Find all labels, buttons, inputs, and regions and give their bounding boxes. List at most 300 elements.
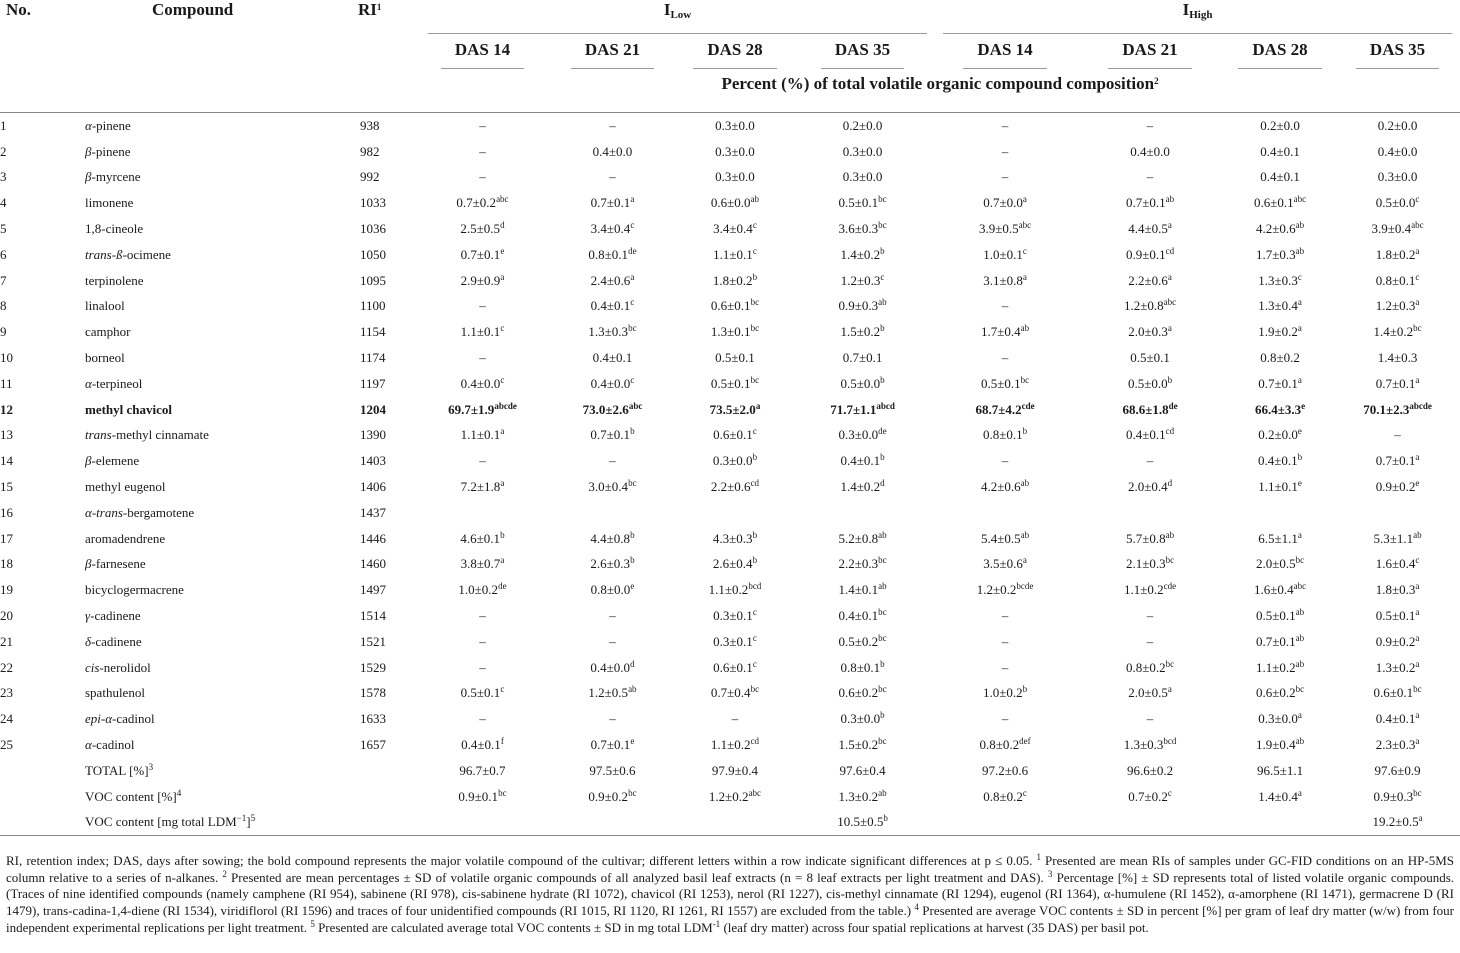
value-text: 0.7±0.2: [456, 195, 497, 211]
value-cell: [935, 242, 1075, 268]
value-text: –: [1146, 117, 1154, 133]
value-text: 1.3±0.1: [710, 324, 751, 340]
value-cell: [1335, 294, 1460, 320]
compound-prefix: α-trans: [85, 504, 123, 520]
compound-sep: -: [99, 659, 104, 675]
value-text: 1.8±0.2: [712, 272, 753, 288]
footnote-ref: 3: [148, 761, 154, 772]
value-text: 0.9±0.2: [1375, 479, 1416, 495]
value-text: –: [609, 711, 616, 727]
table-row: [0, 397, 1460, 423]
value-text: 0.4±0.0: [1377, 143, 1418, 159]
value-cell: [1335, 423, 1460, 449]
value-cell: [1335, 552, 1460, 578]
value-text: 97.2±0.6: [981, 762, 1029, 778]
value-text: 0.3±0.0: [715, 117, 755, 133]
retention-index: 1204: [360, 401, 386, 417]
value-text: 0.6±0.2: [838, 685, 879, 701]
value-cell: [545, 500, 680, 526]
value-cell: [790, 526, 935, 552]
significance-letters: a: [1297, 297, 1302, 308]
value-text: 0.7±0.4: [710, 685, 751, 701]
value-cell: [420, 294, 545, 320]
significance-letters: a: [755, 400, 761, 411]
value-cell: [420, 397, 545, 423]
value-cell: [790, 629, 935, 655]
value-text: 1.1±0.2: [1123, 582, 1164, 598]
value-text: –: [1146, 169, 1154, 185]
value-cell: [680, 113, 790, 139]
value-text: 0.9±0.2: [1375, 633, 1416, 649]
value-text: 2.0±0.5: [1128, 685, 1168, 701]
value-cell: [935, 268, 1075, 294]
value-cell: [680, 526, 790, 552]
value-cell: [1335, 655, 1460, 681]
value-cell: [1335, 784, 1460, 810]
compound-base: limonene: [85, 195, 134, 211]
value-cell: [545, 577, 680, 603]
value-cell: [790, 139, 935, 165]
row-number: [0, 758, 85, 784]
value-cell: [1225, 784, 1335, 810]
value-text: 3.8±0.7: [460, 556, 501, 572]
table-row: [0, 139, 1460, 165]
significance-letters: c: [630, 374, 635, 385]
value-cell: [935, 139, 1075, 165]
value-text: –: [609, 608, 616, 624]
value-cell: [790, 577, 935, 603]
das-header: DAS 28: [680, 34, 790, 74]
summary-label-text2: ]: [246, 814, 251, 830]
compound-name: [85, 113, 360, 139]
value-text: –: [609, 169, 616, 185]
value-cell: [1225, 603, 1335, 629]
value-cell: [1225, 397, 1335, 423]
value-text: 1.1±0.2: [1255, 659, 1296, 675]
value-cell: [680, 371, 790, 397]
value-text: 2.6±0.3: [590, 556, 631, 572]
significance-letters: a: [1022, 194, 1027, 205]
significance-letters: bc: [628, 787, 637, 798]
value-cell: [935, 681, 1075, 707]
value-text: 19.2±0.5: [1372, 814, 1419, 830]
value-cell: [935, 810, 1075, 836]
significance-letters: c: [1415, 194, 1420, 205]
value-cell: [680, 216, 790, 242]
value-text: 0.7±0.1: [1255, 633, 1296, 649]
significance-letters: ab: [1020, 478, 1030, 489]
value-text: 2.2±0.6: [1128, 272, 1168, 288]
value-text: 0.8±0.1: [840, 659, 881, 675]
table-row: [0, 500, 1460, 526]
value-text: 0.7±0.2: [1128, 788, 1168, 804]
compound-prefix: cis: [85, 659, 100, 675]
compound-name: [85, 732, 360, 758]
value-cell: [790, 474, 935, 500]
significance-letters: a: [1167, 271, 1172, 282]
significance-letters: abcde: [1409, 400, 1432, 411]
significance-letters: a: [1167, 684, 1172, 695]
value-cell: [420, 784, 545, 810]
significance-letters: e: [630, 581, 635, 592]
row-number: 5: [0, 221, 7, 237]
value-text: 2.0±0.4: [1127, 479, 1168, 495]
value-text: 1.2±0.8: [1123, 298, 1164, 314]
value-text: 0.6±0.1: [710, 298, 751, 314]
value-cell: [1225, 371, 1335, 397]
significance-letters: b: [1167, 374, 1173, 385]
value-text: 0.9±0.1: [458, 788, 499, 804]
significance-letters: c: [752, 220, 757, 231]
value-text: 0.5±0.1: [710, 375, 751, 391]
significance-letters: ab: [1165, 194, 1175, 205]
value-cell: [420, 423, 545, 449]
value-text: 0.3±0.0: [838, 427, 879, 443]
value-text: 0.3±0.0: [715, 169, 755, 185]
significance-letters: a: [500, 271, 505, 282]
value-text: 0.4±0.0: [592, 143, 633, 159]
value-text: 0.8±0.2: [983, 788, 1023, 804]
value-cell: [790, 706, 935, 732]
value-cell: [1075, 242, 1225, 268]
value-cell: [935, 500, 1075, 526]
retention-index: 1521: [360, 633, 386, 649]
value-text: 0.4±0.0: [590, 659, 631, 675]
compound-base: elemene: [95, 453, 140, 469]
value-text: 3.9±0.4: [1371, 221, 1412, 237]
significance-letters: e: [1415, 478, 1420, 489]
value-cell: [680, 577, 790, 603]
value-cell: [680, 784, 790, 810]
significance-letters: bc: [878, 684, 887, 695]
compound-prefix: epi-α: [85, 711, 113, 727]
significance-letters: abcde: [494, 400, 517, 411]
compound-prefix: α: [85, 117, 92, 133]
value-text: –: [1001, 608, 1009, 624]
value-text: –: [1146, 453, 1154, 469]
significance-letters: c: [500, 323, 505, 334]
das-header: DAS 14: [935, 34, 1075, 74]
value-text: 0.9±0.3: [838, 298, 879, 314]
row-number: 6: [0, 246, 7, 262]
value-cell: [1225, 706, 1335, 732]
significance-letters: a: [1415, 581, 1420, 592]
value-cell: [790, 448, 935, 474]
table-row: [0, 319, 1460, 345]
table-row: [0, 681, 1460, 707]
significance-letters: bc: [750, 374, 760, 385]
value-cell: [790, 216, 935, 242]
value-cell: [1075, 629, 1225, 655]
significance-letters: bc: [878, 632, 887, 643]
value-text: 1.2±0.3: [1375, 298, 1416, 314]
value-cell: [1335, 165, 1460, 191]
value-text: 73.0±2.6: [582, 401, 629, 417]
value-text: –: [479, 298, 486, 314]
value-text: 1.2±0.2: [976, 582, 1017, 598]
table-row: [0, 294, 1460, 320]
table-row: [0, 655, 1460, 681]
significance-letters: e: [1297, 478, 1302, 489]
value-text: 97.6±0.9: [1374, 762, 1421, 778]
value-text: 68.6±1.8: [1122, 401, 1169, 417]
value-text: 1.4±0.4: [1258, 788, 1298, 804]
value-text: 0.4±0.1: [1257, 453, 1298, 469]
value-text: 2.0±0.5: [1255, 556, 1296, 572]
value-cell: [1075, 784, 1225, 810]
value-text: 4.2±0.6: [980, 479, 1021, 495]
significance-letters: c: [630, 297, 635, 308]
value-cell: [545, 732, 680, 758]
value-text: 0.7±0.1: [842, 350, 883, 366]
retention-index: 1514: [360, 608, 386, 624]
compound-base: camphor: [85, 324, 131, 340]
value-text: 1.4±0.3: [1377, 350, 1418, 366]
value-cell: [545, 706, 680, 732]
row-number: 2: [0, 143, 7, 159]
value-cell: [680, 474, 790, 500]
significance-letters: a: [1297, 323, 1302, 334]
value-cell: [1225, 655, 1335, 681]
das-header: DAS 14: [420, 34, 545, 74]
value-cell: [1075, 423, 1225, 449]
value-cell: [1335, 216, 1460, 242]
significance-letters: bc: [1020, 374, 1030, 385]
value-text: 69.7±1.9: [448, 401, 495, 417]
significance-letters: b: [1022, 426, 1028, 437]
compound-name: [85, 629, 360, 655]
significance-letters: c: [1167, 787, 1172, 798]
table-row: [0, 577, 1460, 603]
value-cell: [790, 732, 935, 758]
compound-prefix: β: [85, 169, 92, 185]
value-cell: [420, 139, 545, 165]
value-text: 0.4±0.1: [1125, 427, 1166, 443]
value-cell: [1075, 216, 1225, 242]
compound-base: spathulenol: [85, 685, 145, 701]
significance-letters: a: [1415, 245, 1420, 256]
retention-index: 1050: [360, 246, 386, 262]
value-cell: [1225, 810, 1335, 836]
significance-letters: a: [1167, 220, 1172, 231]
value-cell: [935, 577, 1075, 603]
value-cell: [545, 165, 680, 191]
value-text: 1.0±0.2: [458, 582, 499, 598]
significance-letters: bcd: [748, 581, 762, 592]
value-cell: [1075, 268, 1225, 294]
value-text: 3.1±0.8: [983, 272, 1023, 288]
value-text: –: [479, 453, 486, 469]
significance-letters: b: [880, 323, 885, 334]
compound-base: pinene: [95, 143, 131, 159]
value-text: 0.3±0.0: [842, 143, 883, 159]
value-cell: [790, 810, 935, 836]
row-number: 4: [0, 195, 7, 211]
value-text: –: [479, 633, 486, 649]
significance-letters: a: [1415, 607, 1420, 618]
value-cell: [420, 474, 545, 500]
value-cell: [420, 113, 545, 139]
value-cell: [545, 526, 680, 552]
value-cell: [1225, 448, 1335, 474]
compound-name: [85, 448, 360, 474]
significance-letters: b: [752, 555, 758, 566]
value-text: 0.2±0.0: [1260, 117, 1300, 133]
value-cell: [1335, 526, 1460, 552]
value-cell: [545, 319, 680, 345]
value-text: 0.6±0.1: [1253, 195, 1294, 211]
table-row: [0, 603, 1460, 629]
value-cell: [1075, 706, 1225, 732]
value-text: 0.7±0.1: [460, 246, 501, 262]
table-row: [0, 474, 1460, 500]
value-text: 2.5±0.5: [460, 221, 501, 237]
significance-letters: c: [500, 684, 505, 695]
significance-letters: bc: [1165, 555, 1175, 566]
retention-index: 1657: [360, 737, 386, 753]
significance-letters: bc: [878, 736, 887, 747]
compound-sep: -: [111, 427, 117, 443]
value-text: 1.6±0.4: [1253, 582, 1294, 598]
value-text: 0.3±0.0: [715, 143, 755, 159]
row-number: 15: [0, 479, 13, 495]
value-text: 0.8±0.1: [982, 427, 1023, 443]
row-number: 7: [0, 272, 7, 288]
significance-letters: bc: [1295, 684, 1305, 695]
table-row: [0, 371, 1460, 397]
value-text: 4.4±0.8: [590, 530, 631, 546]
compound-base: ocimene: [126, 246, 171, 262]
significance-letters: c: [630, 220, 635, 231]
value-text: 0.3±0.0: [712, 453, 753, 469]
value-cell: [790, 500, 935, 526]
compound-base: methyl cinnamate: [116, 427, 209, 443]
significance-letters: abcd: [876, 400, 895, 411]
value-cell: [545, 784, 680, 810]
value-text: 0.4±0.1: [592, 350, 633, 366]
compound-name: [85, 706, 360, 732]
row-number: 19: [0, 582, 13, 598]
value-text: 1.4±0.1: [838, 582, 879, 598]
value-text: 1.3±0.2: [838, 788, 879, 804]
value-text: –: [609, 453, 616, 469]
value-cell: [1335, 732, 1460, 758]
value-text: 1.5±0.2: [838, 737, 879, 753]
value-cell: [1335, 345, 1460, 371]
significance-letters: abc: [1163, 297, 1177, 308]
value-cell: [420, 758, 545, 784]
compound-base: terpineol: [96, 375, 143, 391]
value-text: –: [1394, 427, 1401, 443]
significance-letters: b: [883, 813, 888, 824]
significance-letters: bc: [498, 787, 507, 798]
value-cell: [680, 165, 790, 191]
value-cell: [545, 629, 680, 655]
significance-letters: bc: [1413, 323, 1422, 334]
value-cell: [935, 165, 1075, 191]
value-cell: [420, 216, 545, 242]
significance-letters: abc: [1018, 220, 1032, 231]
significance-letters: d: [500, 220, 505, 231]
value-cell: [680, 190, 790, 216]
value-cell: [1225, 165, 1335, 191]
value-cell: [680, 681, 790, 707]
significance-letters: bcde: [1016, 581, 1034, 592]
value-cell: [1335, 603, 1460, 629]
compound-base: 1,8-cineole: [85, 221, 144, 237]
value-cell: [935, 758, 1075, 784]
value-text: 0.2±0.0: [842, 117, 883, 133]
significance-letters: cd: [1165, 245, 1175, 256]
value-cell: [545, 448, 680, 474]
value-text: 0.5±0.0: [1375, 195, 1416, 211]
significance-letters: b: [630, 426, 635, 437]
value-text: 0.7±0.0: [983, 195, 1023, 211]
value-text: 0.7±0.1: [1375, 375, 1416, 391]
value-text: 2.6±0.4: [712, 556, 753, 572]
value-cell: [790, 190, 935, 216]
table-row: [0, 423, 1460, 449]
value-cell: [1075, 113, 1225, 139]
value-cell: [1225, 758, 1335, 784]
compound-name: [85, 319, 360, 345]
significance-letters: a: [1167, 323, 1172, 334]
value-cell: [680, 552, 790, 578]
value-cell: [1225, 190, 1335, 216]
value-text: 0.3±0.0: [1377, 169, 1418, 185]
table-row: [0, 165, 1460, 191]
value-cell: [935, 655, 1075, 681]
value-text: 2.0±0.3: [1128, 324, 1168, 340]
value-cell: [1075, 294, 1225, 320]
value-text: 6.5±1.1: [1258, 530, 1298, 546]
value-text: 1.3±0.2: [1375, 659, 1416, 675]
value-text: 1.4±0.2: [1373, 324, 1414, 340]
significance-letters: b: [880, 245, 885, 256]
value-cell: [1225, 500, 1335, 526]
value-cell: [790, 552, 935, 578]
footnote: RI, retention index; DAS, days after sowing; the bold compound represents the major volatile compound of the cultivar; different letters within a row indicate significant differences at p ≤ 0.05. $^1$ Presented are mean RIs of samples under GC-FID conditions on an HP-5MS column relative to a series of n-alkanes. $^2$ Presented are mean percentages ± SD of volatile organic compounds of all analyzed basil leaf extracts (n = 8 leaf extracts per light treatment and DAS). $^3$ Percentage [%] ± SD represents total of listed volatile organic compounds. (Traces of nine identified compounds (namely camphene (RI 954), sabinene (RI 978), cis-sabinene hydrate (RI 1072), chavicol (RI 1253), nerol (RI 1227), cis-methyl cinnamate (RI 1294), eugenol (RI 1364), α-humulene (RI 1452), α-amorphene (RI 1471), germacrene D (RI 1479), trans-cadina-1,4-diene (RI 1534), viridiflorol (RI 1596) and traces of four unidentified compounds (RI 1015, RI 1120, RI 1261, RI 1557) are excluded from the table.) $^4$ Presented are average VOC contents ± SD in percent [%] per gram of leaf dry matter (w/w) from four independent experimental replications per light treatment. $^5$ Presented are calculated average total VOC contents ± SD in mg total $LDM^{-1}$ (leaf dry matter) across four spatial replications at harvest (35 DAS) per basil pot.: [6, 852, 1455, 935]
value-cell: [1225, 423, 1335, 449]
value-cell: [790, 784, 935, 810]
table-row: [0, 552, 1460, 578]
significance-letters: bc: [628, 323, 637, 334]
significance-letters: a: [1415, 452, 1420, 463]
significance-letters: ab: [1020, 323, 1030, 334]
significance-letters: de: [628, 245, 637, 256]
value-text: –: [1001, 633, 1009, 649]
value-cell: [1335, 706, 1460, 732]
value-text: 1.3±0.3: [1258, 272, 1298, 288]
value-cell: [935, 706, 1075, 732]
significance-letters: ab: [1295, 245, 1305, 256]
table-row: [0, 732, 1460, 758]
table-row: [0, 345, 1460, 371]
value-cell: [1225, 242, 1335, 268]
significance-letters: c: [752, 632, 757, 643]
compound-base: cadinol: [96, 737, 135, 753]
value-text: 2.4±0.6: [590, 272, 631, 288]
value-text: 0.5±0.1: [715, 350, 755, 366]
summary-row: [0, 758, 1460, 784]
retention-index: 1154: [360, 324, 386, 340]
significance-letters: e: [1301, 400, 1306, 411]
value-text: –: [1001, 711, 1009, 727]
compound-prefix: β: [85, 556, 92, 572]
value-text: 3.9±0.5: [978, 221, 1019, 237]
value-cell: [680, 268, 790, 294]
summary-row: [0, 810, 1460, 836]
